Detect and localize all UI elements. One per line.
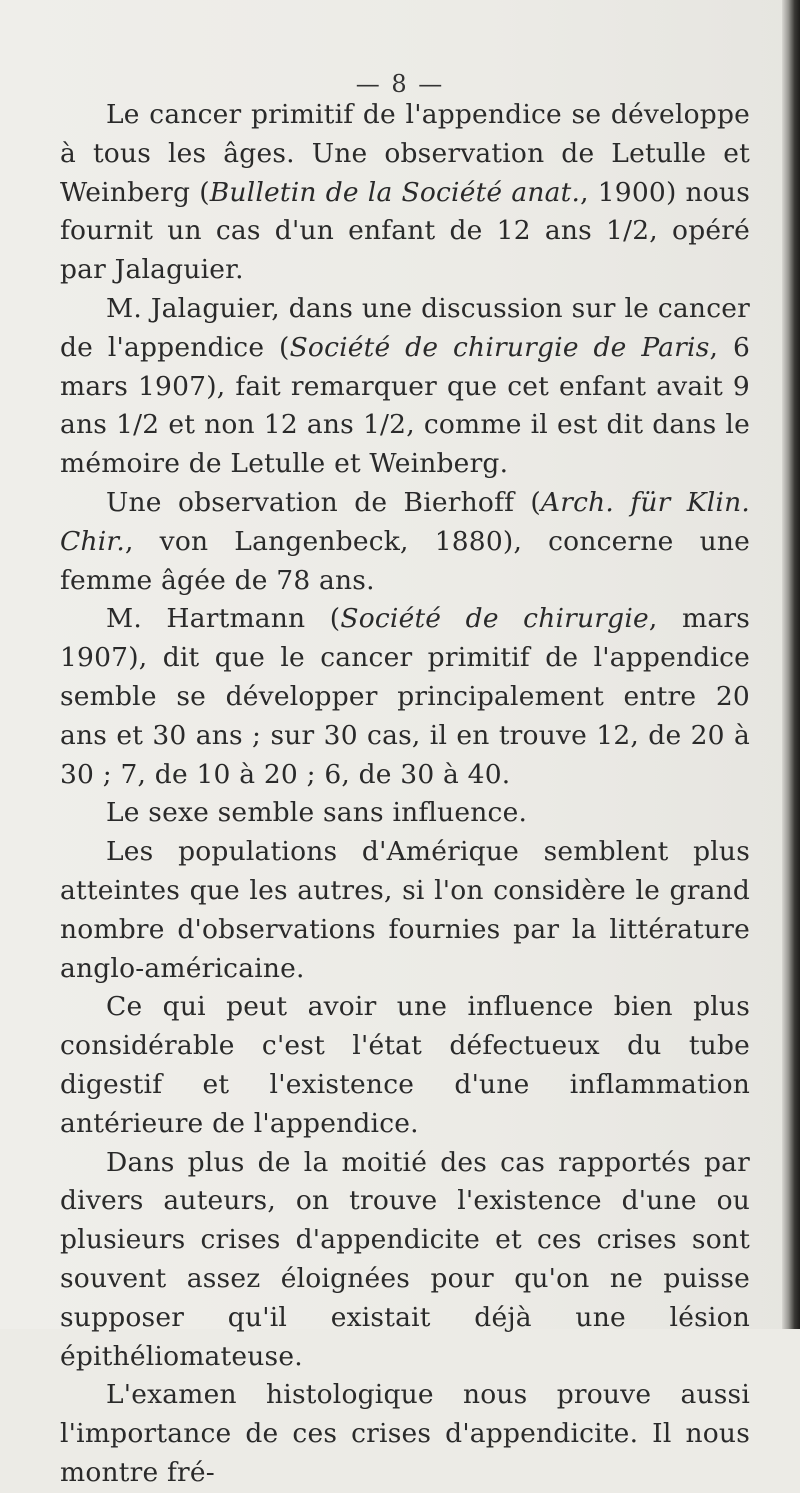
paragraph-6: Les populations d'Amérique semblent plus atteintes que les autres, si l'on considère le grand nombre d'observations fournies par la littérature anglo-américaine. (60, 836, 750, 984)
page-edge-shadow (782, 0, 800, 1329)
paragraph-2: M. Jalaguier, dans une discussion sur le cancer de l'appendice (Société de chirurgie de Paris, 6 mars 1907), fait remarquer que cet enfant avait 9 ans 1/2 et non 12 ans 1/2, comme il est dit dans le mémoire de Letulle et Weinberg. (60, 292, 750, 480)
citation-title: Société de chirurgie de Paris (289, 331, 710, 363)
paragraph-7: Ce qui peut avoir une influence bien plus considérable c'est l'état défectueux du tube digestif et l'existence d'une inflammation antérieure de l'appendice. (60, 991, 750, 1139)
paragraph-4: M. Hartmann (Société de chirurgie, mars 1907), dit que le cancer primitif de l'appendice semble se développer principalement entre 20 ans et 30 ans ; sur 30 cas, il en trouve 12, de 20 à 30 ; 7, de 10 à 20 ; 6, de 30 à 40. (60, 603, 751, 790)
citation-title: Arch. für Klin. Chir. (60, 486, 750, 557)
paragraph-5: Le sexe semble sans influence. (106, 797, 528, 829)
citation-title: Bulletin de la Société anat. (209, 176, 581, 208)
page-number: — 8 — (355, 70, 445, 98)
citation-title: Société de chirurgie (340, 603, 649, 635)
paragraph-3: Une observation de Bierhoff (Arch. für Klin. Chir., von Langenbeck, 1880), concerne une femme âgée de 78 ans. (60, 486, 750, 596)
body-text (60, 96, 750, 1493)
paragraph-1: Le cancer primitif de l'appendice se développe à tous les âges. Une observation de Letulle et Weinberg (Bulletin de la Société anat., 1900) nous fournit un cas d'un enfant de 12 ans 1/2, opéré par Jalaguier. (60, 99, 751, 286)
paragraph-9: L'examen histologique nous prouve aussi l'importance de ces crises d'appendicite. Il nous montre fré- (60, 1379, 750, 1488)
paragraph-8: Dans plus de la moitié des cas rapportés par divers auteurs, on trouve l'existence d'une ou plusieurs crises d'appendicite et ces crises sont souvent assez éloignées pour qu'on ne puisse supposer qu'il existait déjà une lésion épithéliomateuse. (60, 1146, 750, 1372)
